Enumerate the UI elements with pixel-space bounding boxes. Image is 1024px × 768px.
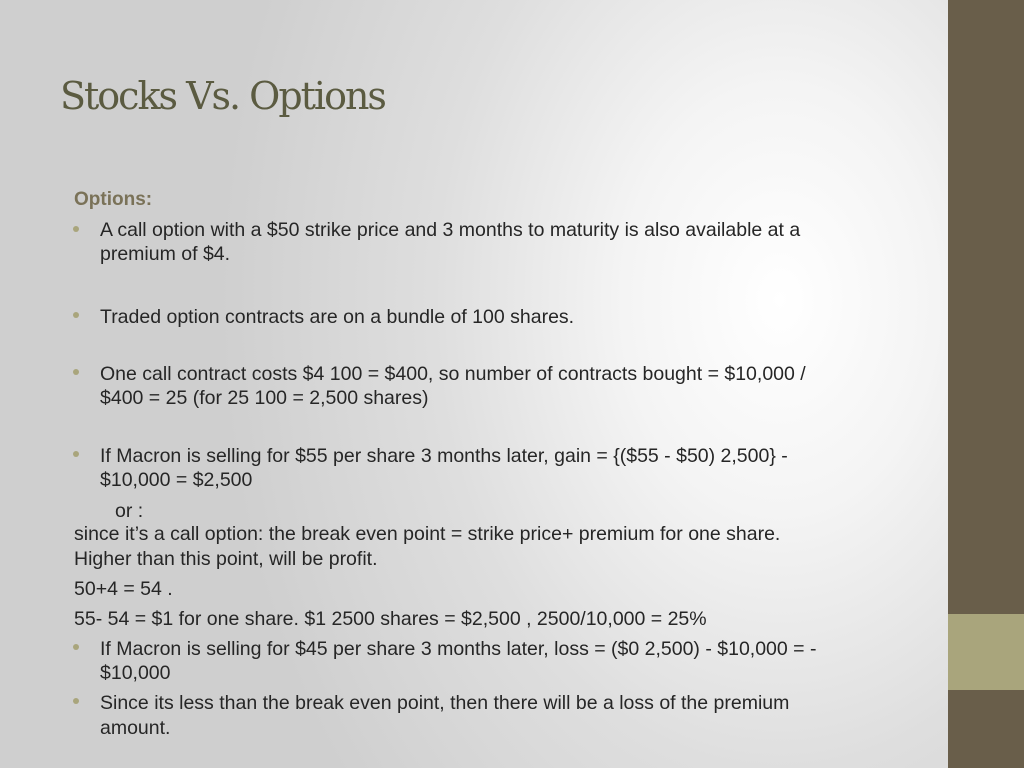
paragraph-2: 50+4 = 54 . [74, 578, 173, 600]
bullet-3-line-2: $400 = 25 (for 25 100 = 2,500 shares) [100, 387, 429, 409]
bullet-marker [73, 226, 79, 232]
bullet-marker [73, 698, 79, 704]
paragraph-3: 55- 54 = $1 for one share. $1 2500 shares = $2,500 , 2500/10,000 = 25% [74, 608, 707, 630]
bullet-1-line-1: A call option with a $50 strike price and 3 months to maturity is also available at a [100, 219, 801, 241]
bullet-4-line-2: $10,000 = $2,500 [100, 469, 253, 491]
bullet-marker [73, 312, 79, 318]
bullet-2-line-1: Traded option contracts are on a bundle of 100 shares. [100, 306, 575, 328]
bullet-6-line-1: Since its less than the break even point, then there will be a loss of the premium [100, 692, 790, 714]
bullet-4-line-1: If Macron is selling for $55 per share 3 months later, gain = {($55 - $50) 2,500} - [100, 445, 788, 467]
bullet-marker [73, 644, 79, 650]
bullet-1-line-2: premium of $4. [100, 243, 231, 265]
bullet-3-line-1: One call contract costs $4 100 = $400, so number of contracts bought = $10,000 / [100, 363, 806, 385]
bullet-5-line-1: If Macron is selling for $45 per share 3 months later, loss = ($0 2,500) - $10,000 = - [100, 638, 817, 660]
options-heading: Options: [74, 189, 153, 210]
paragraph-1-line-1: since it’s a call option: the break even point = strike price+ premium for one share. [74, 523, 781, 545]
bullet-marker [73, 451, 79, 457]
bullet-5-line-2: $10,000 [100, 662, 171, 684]
bullet-6-line-2: amount. [100, 717, 171, 739]
paragraph-1-line-2: Higher than this point, will be profit. [74, 548, 378, 570]
slide-title: Stocks Vs. Options [60, 74, 385, 118]
bullet-marker [73, 369, 79, 375]
sidebar-accent-block [948, 614, 1024, 690]
or-text: or : [115, 500, 144, 522]
